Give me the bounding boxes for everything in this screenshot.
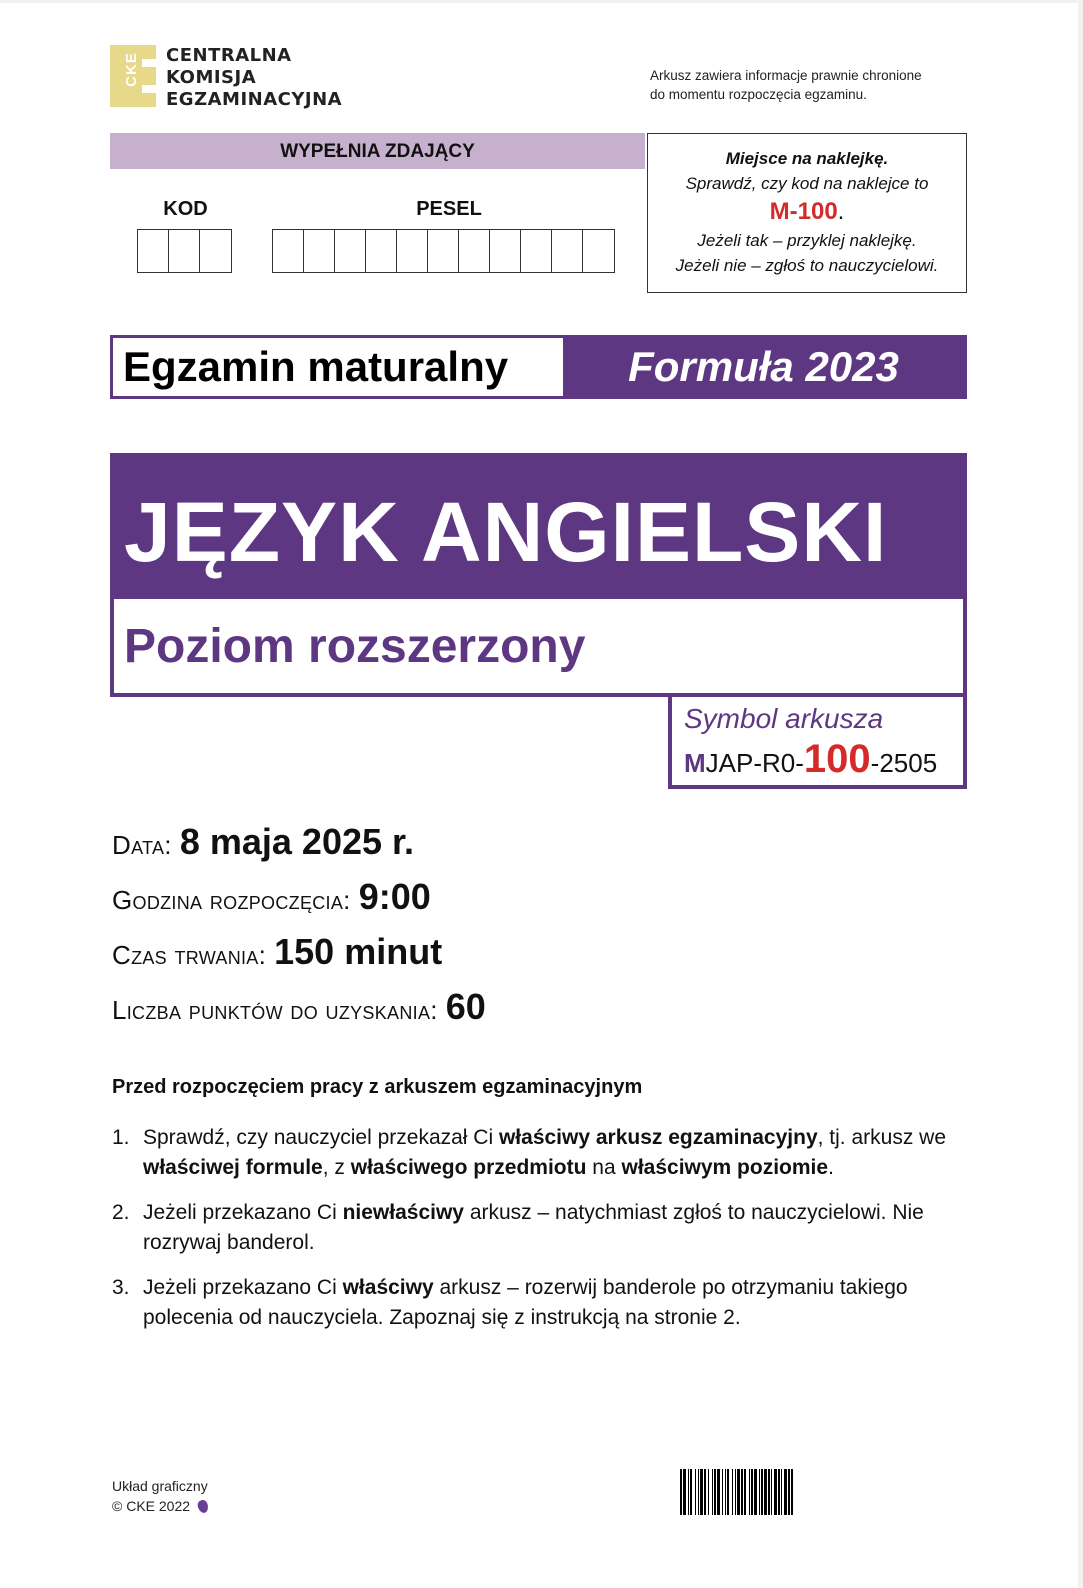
instruction-item bbox=[112, 1273, 962, 1333]
pesel-digit-box[interactable] bbox=[521, 230, 552, 272]
instruction-text: Jeżeli przekazano Ci właściwy arkusz – rozerwij banderole po otrzymaniu takiego polecenia od nauczyciela. Zapoznaj się z instrukcją na stronie 2. bbox=[143, 1276, 908, 1329]
info-duration: Czas trwania: 150 minut bbox=[112, 931, 443, 972]
pesel-digit-box[interactable] bbox=[366, 230, 397, 272]
instruction-text: Jeżeli przekazano Ci niewłaściwy arkusz – natychmiast zgłoś to nauczycielowi. Nie rozrywaj banderol. bbox=[143, 1201, 924, 1254]
sheet-symbol-code: MJAP-R0-100-2505 bbox=[684, 737, 938, 781]
footer-credits: Układ graficzny © CKE 2022 bbox=[112, 1478, 208, 1514]
sticker-code: M-100 bbox=[769, 198, 838, 225]
pesel-digit-box[interactable] bbox=[490, 230, 521, 272]
cke-logo-text bbox=[166, 45, 342, 111]
pesel-digit-box[interactable] bbox=[459, 230, 490, 272]
pesel-digit-box[interactable] bbox=[304, 230, 335, 272]
candidate-section-header: WYPEŁNIA ZDAJĄCY bbox=[110, 133, 645, 169]
subject-title: JĘZYK ANGIELSKI bbox=[114, 457, 963, 599]
instructions-list bbox=[112, 1123, 962, 1348]
sticker-if-no: Jeżeli nie – zgłoś to nauczycielowi. bbox=[675, 256, 939, 275]
legal-notice: Arkusz zawiera informacje prawnie chronione do momentu rozpoczęcia egzaminu. bbox=[650, 68, 922, 102]
pesel-digit-box[interactable] bbox=[428, 230, 459, 272]
pesel-digit-box[interactable] bbox=[583, 230, 614, 272]
pesel-input-boxes[interactable] bbox=[272, 229, 615, 273]
sticker-if-yes: Jeżeli tak – przyklej naklejkę. bbox=[697, 231, 917, 250]
instruction-text: Sprawdź, czy nauczyciel przekazał Ci właściwy arkusz egzaminacyjny, tj. arkusz we właściwej formule, z właściwego przedmiotu na właściwym poziomie. bbox=[143, 1126, 947, 1179]
logo-line: CENTRALNA bbox=[166, 45, 292, 66]
info-start-time: Godzina rozpoczęcia: 9:00 bbox=[112, 876, 431, 917]
instruction-number: 2. bbox=[112, 1201, 130, 1224]
kod-label: KOD bbox=[163, 198, 208, 220]
cke-logo-mark-icon: CKE bbox=[110, 45, 156, 107]
exam-banner bbox=[110, 335, 967, 399]
subject-level: Poziom rozszerzony bbox=[124, 620, 586, 673]
sticker-placeholder-box bbox=[647, 133, 967, 293]
purple-drop-icon bbox=[197, 1499, 210, 1514]
info-date: Data: 8 maja 2025 r. bbox=[112, 821, 415, 862]
instruction-item bbox=[112, 1198, 962, 1258]
exam-formula: Formuła 2023 bbox=[563, 338, 964, 396]
sheet-symbol-box bbox=[668, 693, 967, 789]
sheet-symbol-label: Symbol arkusza bbox=[684, 703, 884, 734]
logo-line: EGZAMINACYJNA bbox=[166, 89, 343, 110]
instructions-heading: Przed rozpoczęciem pracy z arkuszem egzaminacyjnym bbox=[112, 1076, 643, 1098]
subject-block bbox=[110, 453, 967, 697]
kod-digit-box[interactable] bbox=[169, 230, 200, 272]
sticker-title: Miejsce na naklejkę. bbox=[725, 149, 889, 168]
sticker-check-line: Sprawdź, czy kod na naklejce to bbox=[685, 174, 929, 193]
pesel-digit-box[interactable] bbox=[335, 230, 366, 272]
pesel-digit-box[interactable] bbox=[273, 230, 304, 272]
instruction-item bbox=[112, 1123, 962, 1183]
cke-logo bbox=[110, 45, 342, 111]
instruction-number: 1. bbox=[112, 1126, 130, 1149]
kod-digit-box[interactable] bbox=[138, 230, 169, 272]
info-max-points: Liczba punktów do uzyskania: 60 bbox=[112, 986, 486, 1027]
exam-info bbox=[112, 821, 486, 1041]
exam-cover-page bbox=[0, 3, 1078, 1588]
instruction-number: 3. bbox=[112, 1276, 130, 1299]
kod-input-boxes[interactable] bbox=[137, 229, 232, 273]
sticker-code-line: M-100. bbox=[769, 198, 845, 225]
pesel-label: PESEL bbox=[416, 198, 482, 220]
exam-type: Egzamin maturalny bbox=[113, 338, 563, 396]
kod-digit-box[interactable] bbox=[200, 230, 231, 272]
pesel-digit-box[interactable] bbox=[397, 230, 428, 272]
pesel-digit-box[interactable] bbox=[552, 230, 583, 272]
barcode bbox=[680, 1469, 952, 1515]
logo-line: KOMISJA bbox=[166, 67, 257, 88]
